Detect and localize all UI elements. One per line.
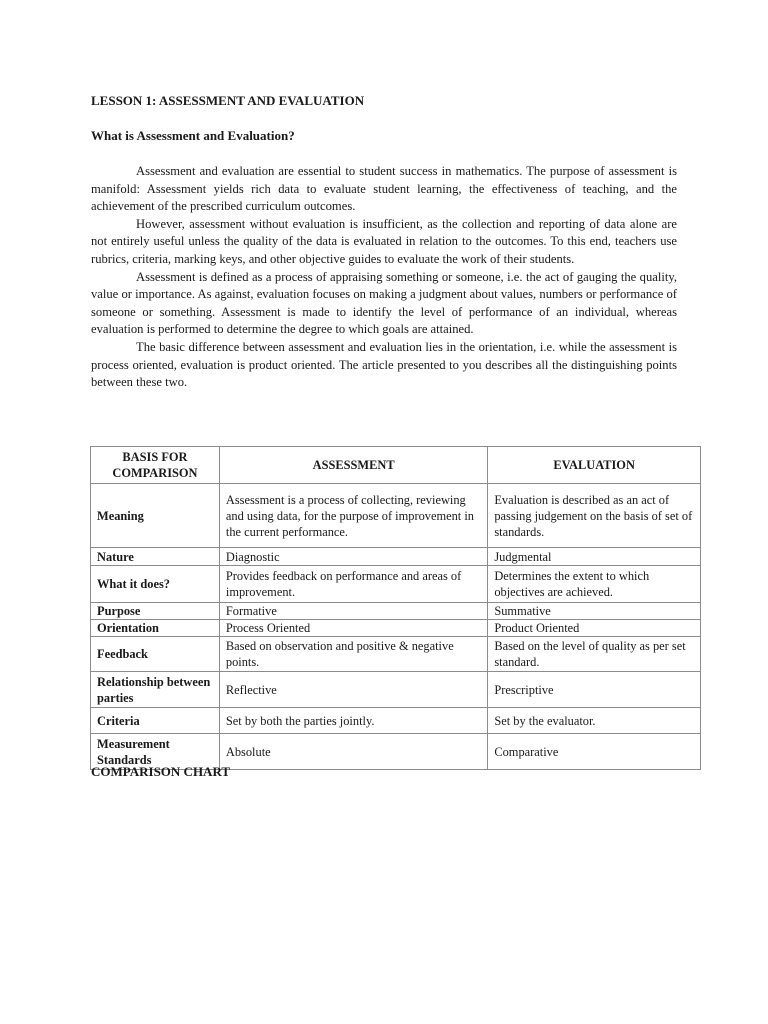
assessment-cell: Based on observation and positive & negative points. — [219, 637, 487, 672]
evaluation-cell: Based on the level of quality as per set standard. — [488, 637, 701, 672]
assessment-cell: Reflective — [219, 672, 487, 708]
assessment-cell: Formative — [219, 603, 487, 620]
assessment-cell: Absolute — [219, 734, 487, 770]
evaluation-cell: Judgmental — [488, 548, 701, 566]
header-evaluation: EVALUATION — [488, 447, 701, 484]
row-label: Criteria — [91, 708, 220, 734]
assessment-cell: Provides feedback on performance and areas of improvement. — [219, 566, 487, 603]
assessment-cell: Set by both the parties jointly. — [219, 708, 487, 734]
table-row — [91, 708, 701, 734]
table-row — [91, 603, 701, 620]
evaluation-cell: Evaluation is described as an act of passing judgement on the basis of set of standards. — [488, 484, 701, 548]
table-row — [91, 637, 701, 672]
table-row — [91, 484, 701, 548]
table-row — [91, 620, 701, 637]
row-label: Feedback — [91, 637, 220, 672]
evaluation-cell: Summative — [488, 603, 701, 620]
row-label: Purpose — [91, 603, 220, 620]
row-label: Meaning — [91, 484, 220, 548]
row-label: What it does? — [91, 566, 220, 603]
table-caption: COMPARISON CHART — [91, 764, 231, 779]
assessment-cell: Assessment is a process of collecting, reviewing and using data, for the purpose of improvement in the current performance. — [219, 484, 487, 548]
table-row — [91, 548, 701, 566]
evaluation-cell: Product Oriented — [488, 620, 701, 637]
paragraph: Assessment and evaluation are essential to student success in mathematics. The purpose of assessment is manifold: Assessment yields rich data to evaluate student learning, the effectiveness of teaching, and the achievement of the prescribed curriculum outcomes. — [91, 164, 677, 214]
row-label: Measurement Standards — [91, 734, 220, 770]
table-row — [91, 672, 701, 708]
assessment-cell: Process Oriented — [219, 620, 487, 637]
header-assessment: ASSESSMENT — [219, 447, 487, 484]
section-heading: What is Assessment and Evaluation? — [91, 128, 295, 143]
paragraph: Assessment is defined as a process of appraising something or someone, i.e. the act of gauging the quality, value or importance. As against, evaluation focuses on making a judgment about values, numbers or performance of someone or something. Assessment is made to identify the level of performance of an individual, whereas evaluation is performed to determine the degree to which goals are attained. — [91, 269, 677, 337]
row-label: Relationship between parties — [91, 672, 220, 708]
paragraph: The basic difference between assessment and evaluation lies in the orientation, i.e. while the assessment is process oriented, evaluation is product oriented. The article presented to you describes all the distinguishing points between these two. — [91, 339, 677, 390]
row-label: Orientation — [91, 620, 220, 637]
table-row — [91, 566, 701, 603]
paragraph: However, assessment without evaluation is insufficient, as the collection and reporting of data alone are not entirely useful unless the quality of the data is evaluated in relation to the outcomes. To this end, teachers use rubrics, criteria, marking keys, and other objective guides to evaluate the work of their students. — [91, 216, 677, 266]
row-label: Nature — [91, 548, 220, 566]
evaluation-cell: Set by the evaluator. — [488, 708, 701, 734]
evaluation-cell: Prescriptive — [488, 672, 701, 708]
evaluation-cell: Determines the extent to which objectives are achieved. — [488, 566, 701, 603]
table-header-row — [91, 447, 701, 484]
body-text — [91, 163, 677, 392]
comparison-table — [90, 446, 701, 770]
evaluation-cell: Comparative — [488, 734, 701, 770]
assessment-cell: Diagnostic — [219, 548, 487, 566]
header-basis: BASIS FOR COMPARISON — [91, 447, 220, 484]
lesson-title: LESSON 1: ASSESSMENT AND EVALUATION — [91, 93, 365, 108]
